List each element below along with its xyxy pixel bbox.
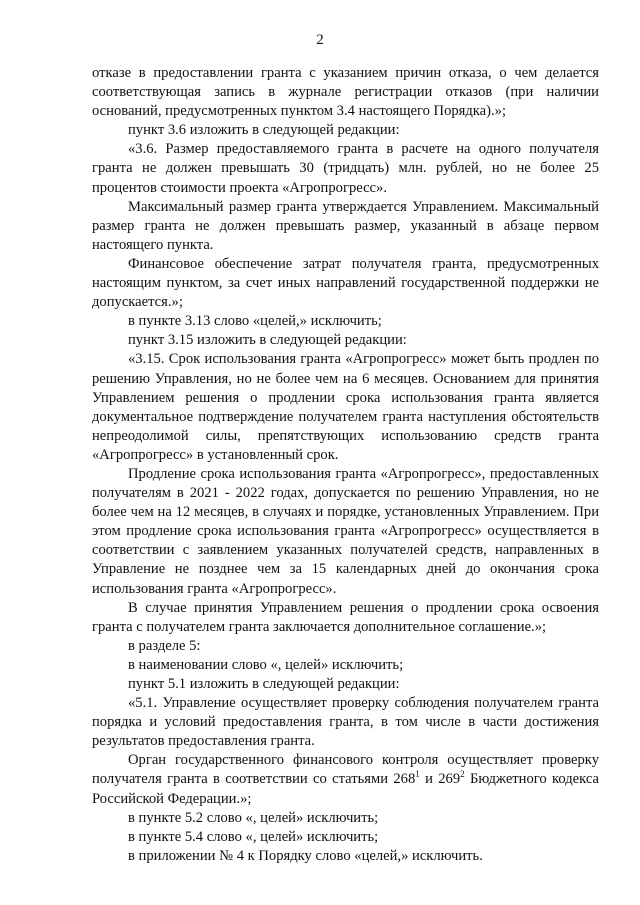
- paragraph-item-3-15-text: «3.15. Срок использования гранта «Агропрогресс» может быть продлен по решению Управления, но не более чем на 6 месяцев. Основанием для принятия Управлением решения о продлении срока использования гранта является документальное подтверждение получателем гранта наступления обстоятельств непреодолимой силы, препятствующих использованию средств гранта «Агропрогресс» в установленный срок.: [92, 351, 599, 463]
- paragraph-budget-code-reference: [92, 751, 599, 808]
- paragraph-refusal-continuation: отказе в предоставлении гранта с указанием причин отказа, о чем делается соответствующая запись в журнале регистрации отказов (при наличии оснований, предусмотренных пунктом 3.4 настоящего Порядка).»;: [92, 65, 599, 120]
- paragraph-item-3-15-instruction: пункт 3.15 изложить в следующей редакции:: [128, 332, 407, 349]
- paragraph-item-5-1-text: «5.1. Управление осуществляет проверку соблюдения получателем гранта порядка и условий предоставления гранта, в том числе в части достижения результатов предоставления гранта.: [92, 695, 599, 750]
- paragraph-item-3-6-text: «3.6. Размер предоставляемого гранта в расчете на одного получателя гранта не должен превышать 30 (тридцать) млн. рублей, но не более 25 процентов стоимости проекта «Агропрогресс».: [92, 141, 599, 196]
- paragraph-grant-extension: Продление срока использования гранта «Агропрогресс», предоставленных получателям в 2021 - 2022 годах, допускается по решению Управления, но не более чем на 12 месяцев, в случаях и порядке, установленных Управлением. При этом продление срока использования гранта «Агропрогресс» осуществляется в соответствии с заявлением указанных получателей средств, направленных в Управление не позднее чем за 15 календарных дней до окончания срока использования гранта «Агропрогресс».: [92, 465, 599, 597]
- paragraph-section-5: в разделе 5:: [128, 637, 201, 654]
- budget-code-text-middle: и 269: [419, 771, 461, 788]
- paragraph-item-5-4-instruction: в пункте 5.4 слово «, целей» исключить;: [128, 828, 379, 845]
- paragraph-item-3-13-instruction: в пункте 3.13 слово «целей,» исключить;: [128, 313, 382, 330]
- document-body: [92, 64, 599, 866]
- page-number: 2: [316, 32, 324, 48]
- paragraph-additional-agreement: В случае принятия Управлением решения о продлении срока освоения гранта с получателем гранта заключается дополнительное соглашение.»;: [92, 599, 599, 635]
- paragraph-item-3-6-instruction: пункт 3.6 изложить в следующей редакции:: [128, 122, 400, 139]
- paragraph-maximum-grant: Максимальный размер гранта утверждается Управлением. Максимальный размер гранта не должен превышать размер, указанный в абзаце первом настоящего пункта.: [92, 198, 599, 253]
- paragraph-item-5-1-instruction: пункт 5.1 изложить в следующей редакции:: [128, 676, 400, 692]
- budget-code-text-after: Бюджетного кодекса Российской Федерации.»;: [92, 771, 600, 807]
- paragraph-appendix-4-instruction: в приложении № 4 к Порядку слово «целей,» исключить.: [128, 847, 483, 864]
- paragraph-title-change: в наименовании слово «, целей» исключить;: [128, 656, 404, 673]
- paragraph-item-5-2-instruction: в пункте 5.2 слово «, целей» исключить;: [128, 809, 379, 826]
- article-269-superscript: 2: [460, 769, 465, 780]
- article-268-superscript: 1: [415, 769, 420, 780]
- budget-code-text-before: Орган государственного финансового контроля осуществляет проверку получателя гранта в соответствии со статьями 268: [92, 752, 599, 788]
- paragraph-financial-support: Финансовое обеспечение затрат получателя гранта, предусмотренных настоящим пунктом, за счет иных направлений государственной поддержки не допускается.»;: [92, 255, 599, 311]
